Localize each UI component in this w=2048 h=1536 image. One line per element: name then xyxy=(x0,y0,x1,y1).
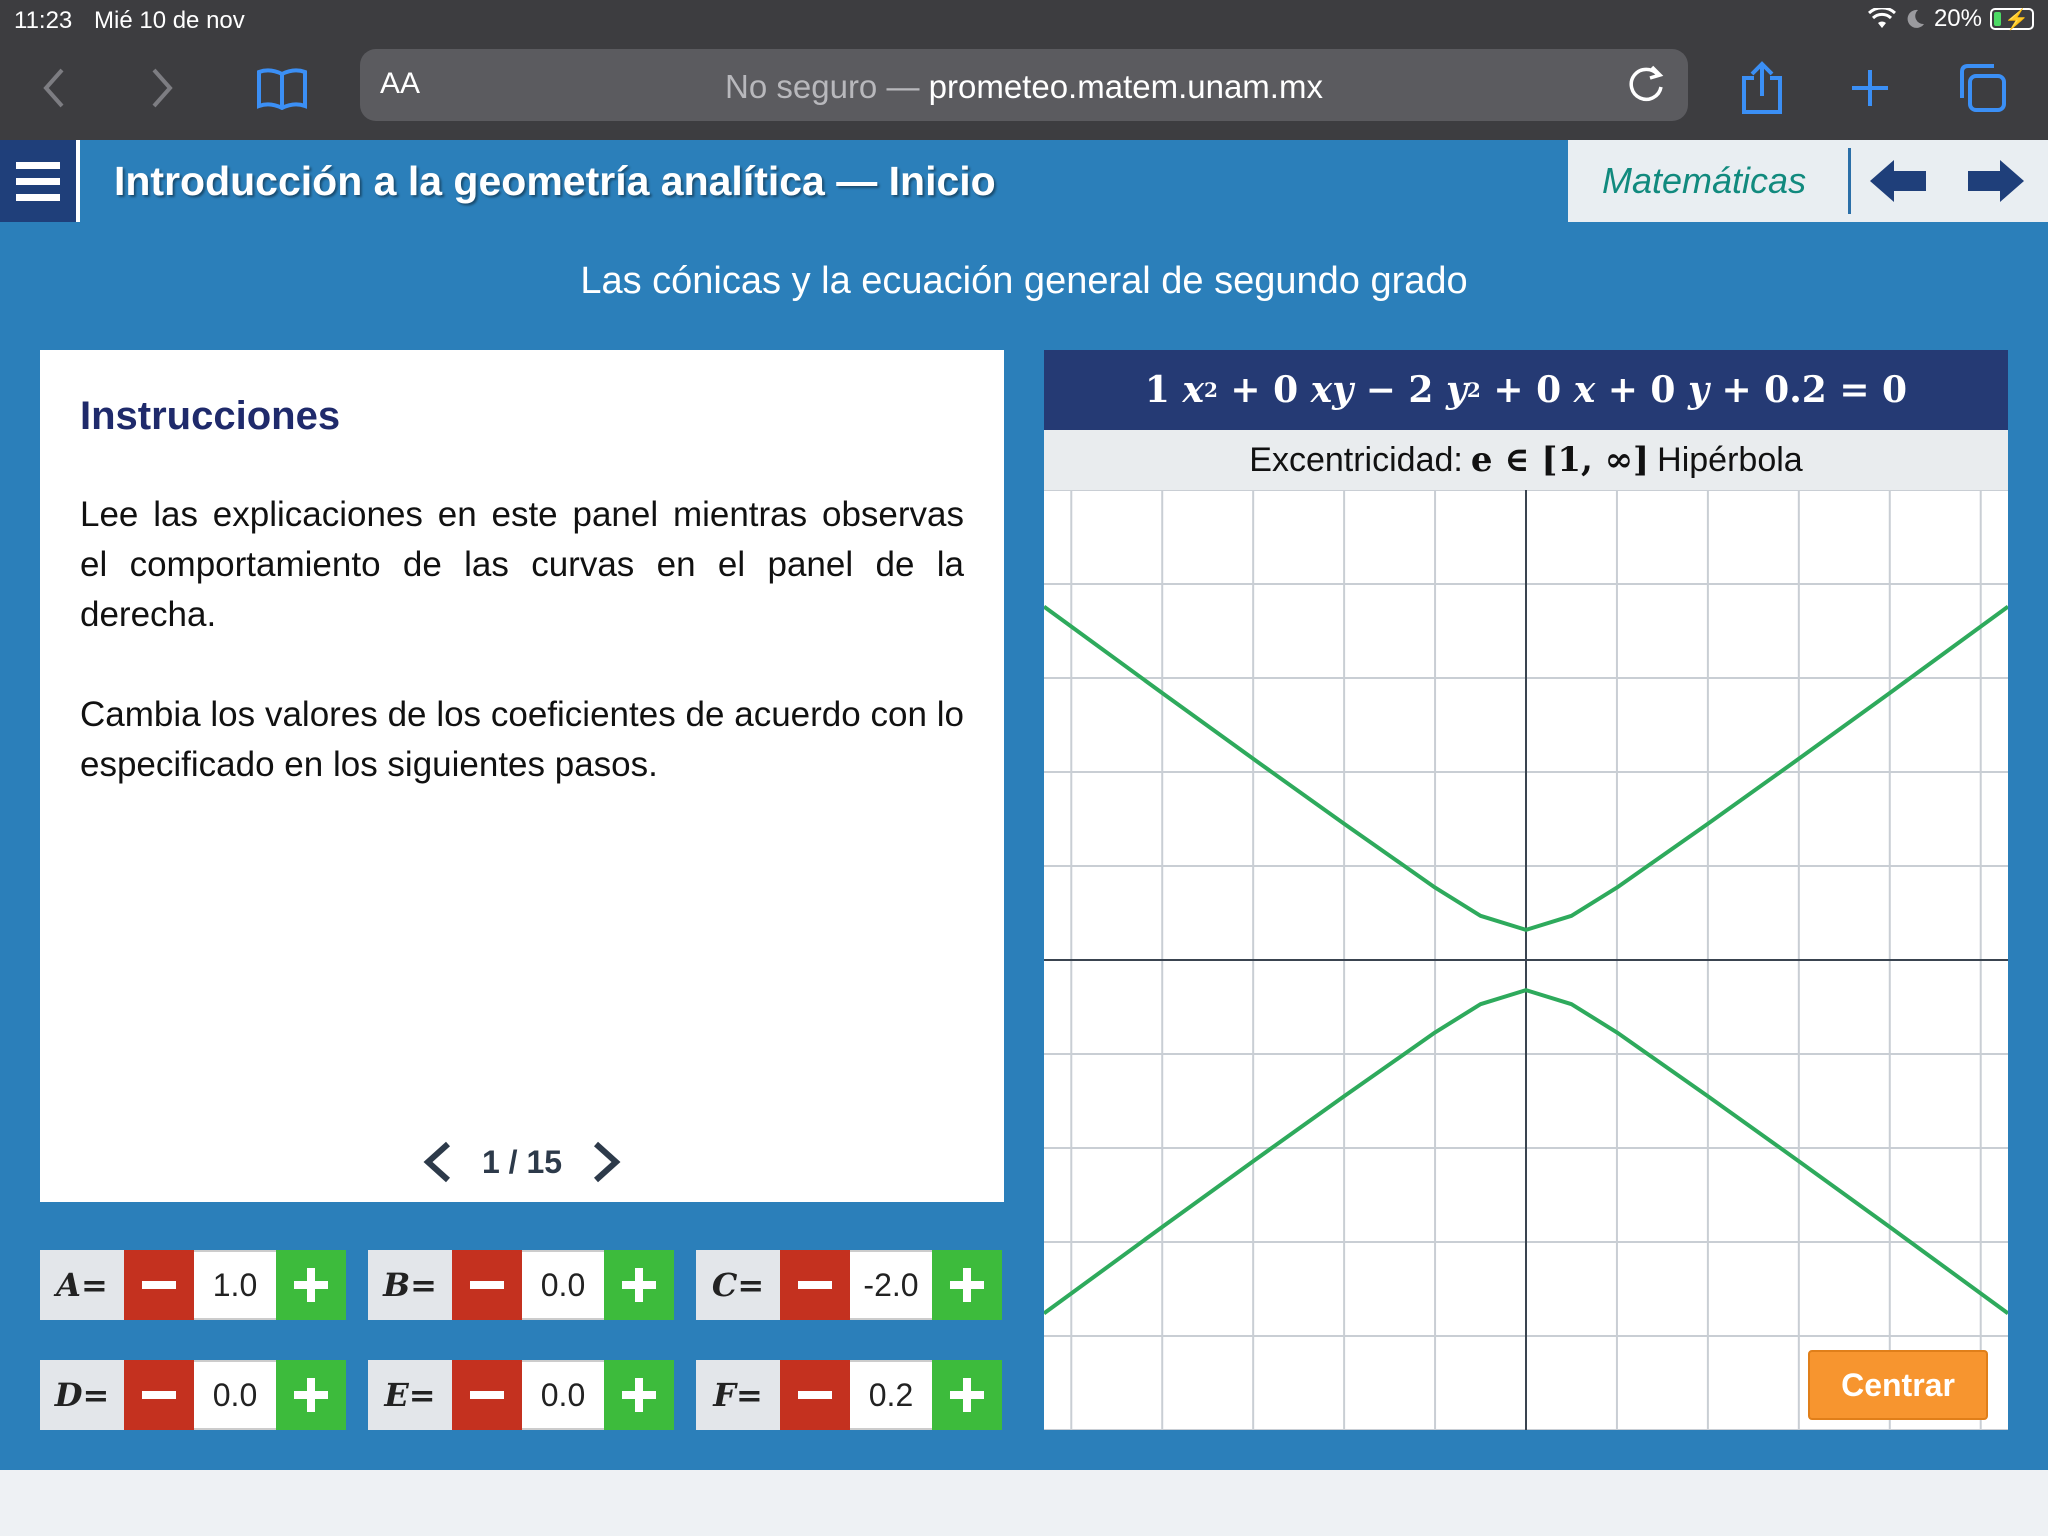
chevron-left-icon[interactable] xyxy=(418,1140,458,1184)
page-title: Introducción a la geometría analítica — Inicio xyxy=(114,158,996,204)
instructions-paragraph-1: Lee las explicaciones en este panel mientras observas el comportamiento de las curvas en el panel de la derecha. xyxy=(80,495,964,634)
coef-e-plus-button[interactable] xyxy=(604,1360,674,1430)
coef-b-plus-button[interactable] xyxy=(604,1250,674,1320)
wifi-icon xyxy=(1868,8,1896,30)
battery-percent: 20% xyxy=(1933,5,1982,32)
reader-aa-button[interactable]: AA xyxy=(380,67,421,100)
eq-coef-c: 2 xyxy=(1408,369,1434,411)
eccentricity-label: Excentricidad: xyxy=(1249,440,1463,479)
moon-icon xyxy=(1904,8,1926,30)
eq-rhs: 0 xyxy=(1882,369,1908,411)
eq-coef-d: 0 xyxy=(1536,369,1562,411)
coef-e-label: E= xyxy=(368,1360,452,1430)
arrow-right-icon[interactable] xyxy=(1966,158,2026,204)
status-bar xyxy=(0,0,2048,40)
battery-icon: ⚡ xyxy=(1990,8,2034,30)
section-heading: Las cónicas y la ecuación general de segundo grado xyxy=(580,260,1468,302)
bookmarks-icon[interactable] xyxy=(252,58,312,118)
coef-c-label: C= xyxy=(696,1250,780,1320)
coef-f-label: F= xyxy=(696,1360,780,1430)
coef-c-minus-button[interactable] xyxy=(780,1250,850,1320)
subject-link[interactable]: Matemáticas xyxy=(1602,160,1807,201)
page-bottom xyxy=(0,1470,2048,1536)
coef-b-label: B= xyxy=(368,1250,452,1320)
coef-d-label: D= xyxy=(40,1360,124,1430)
status-date: Mié 10 de nov xyxy=(94,7,245,34)
eq-coef-f: 0.2 xyxy=(1764,369,1827,411)
status-time: 11:23 xyxy=(14,7,73,34)
eccentricity-range: e ∈ [1, ∞] xyxy=(1470,440,1650,480)
eccentricity-row xyxy=(1044,430,2008,490)
url-domain: prometeo.matem.unam.mx xyxy=(928,68,1323,105)
divider xyxy=(1848,148,1851,214)
address-bar[interactable] xyxy=(360,49,1688,121)
coef-a-minus-button[interactable] xyxy=(124,1250,194,1320)
chevron-right-icon[interactable] xyxy=(586,1140,626,1184)
browser-toolbar xyxy=(0,40,2048,140)
coef-f-plus-button[interactable] xyxy=(932,1360,1002,1430)
share-icon[interactable] xyxy=(1732,58,1792,118)
coef-d-minus-button[interactable] xyxy=(124,1360,194,1430)
coef-e-value[interactable]: 0.0 xyxy=(522,1360,604,1430)
coef-b-control xyxy=(368,1250,674,1320)
instructions-title: Instrucciones xyxy=(80,394,341,438)
step-pager xyxy=(40,1140,1004,1184)
coef-d-control xyxy=(40,1360,346,1430)
hamburger-menu-icon[interactable] xyxy=(0,140,80,222)
url-security-label: No seguro — xyxy=(725,68,920,105)
eq-op-c: − xyxy=(1365,369,1396,411)
arrow-left-icon[interactable] xyxy=(1868,158,1928,204)
conic-graph[interactable] xyxy=(1044,490,2008,1430)
url-text xyxy=(360,68,1688,106)
coef-c-value[interactable]: -2.0 xyxy=(850,1250,932,1320)
coef-a-label: A= xyxy=(40,1250,124,1320)
coef-b-minus-button[interactable] xyxy=(452,1250,522,1320)
coef-d-value[interactable]: 0.0 xyxy=(194,1360,276,1430)
forward-icon[interactable] xyxy=(132,58,192,118)
app-header xyxy=(0,140,2048,222)
new-tab-icon[interactable] xyxy=(1840,58,1900,118)
coef-e-control xyxy=(368,1360,674,1430)
equation-display: 1 x 2 + 0 xy − 2 y 2 + 0 x + 0 y + 0.2 = 0 xyxy=(1044,350,2008,430)
reload-icon[interactable] xyxy=(1622,61,1670,109)
centrar-button[interactable]: Centrar xyxy=(1808,1350,1988,1420)
instructions-panel xyxy=(40,350,1004,1202)
coef-b-value[interactable]: 0.0 xyxy=(522,1250,604,1320)
coef-a-plus-button[interactable] xyxy=(276,1250,346,1320)
coef-f-value[interactable]: 0.2 xyxy=(850,1360,932,1430)
coef-c-control xyxy=(696,1250,1002,1320)
conic-type: Hipérbola xyxy=(1657,440,1803,479)
tabs-icon[interactable] xyxy=(1952,58,2012,118)
coef-d-plus-button[interactable] xyxy=(276,1360,346,1430)
coef-f-control xyxy=(696,1360,1002,1430)
back-icon[interactable] xyxy=(24,58,84,118)
subject-nav xyxy=(1568,140,2048,222)
instructions-paragraph-2: Cambia los valores de los coeficientes de acuerdo con lo especificado en los siguientes pasos. xyxy=(80,695,964,784)
eq-coef-b: 0 xyxy=(1273,369,1299,411)
eq-coef-e: 0 xyxy=(1650,369,1676,411)
graph-panel xyxy=(1044,350,2008,1430)
coef-e-minus-button[interactable] xyxy=(452,1360,522,1430)
coef-a-value[interactable]: 1.0 xyxy=(194,1250,276,1320)
status-indicators xyxy=(1868,5,2034,33)
coef-a-control xyxy=(40,1250,346,1320)
coef-c-plus-button[interactable] xyxy=(932,1250,1002,1320)
app-container xyxy=(0,140,2048,1470)
coef-f-minus-button[interactable] xyxy=(780,1360,850,1430)
page-indicator: 1 / 15 xyxy=(481,1143,563,1180)
eq-coef-a: 1 xyxy=(1144,369,1170,411)
